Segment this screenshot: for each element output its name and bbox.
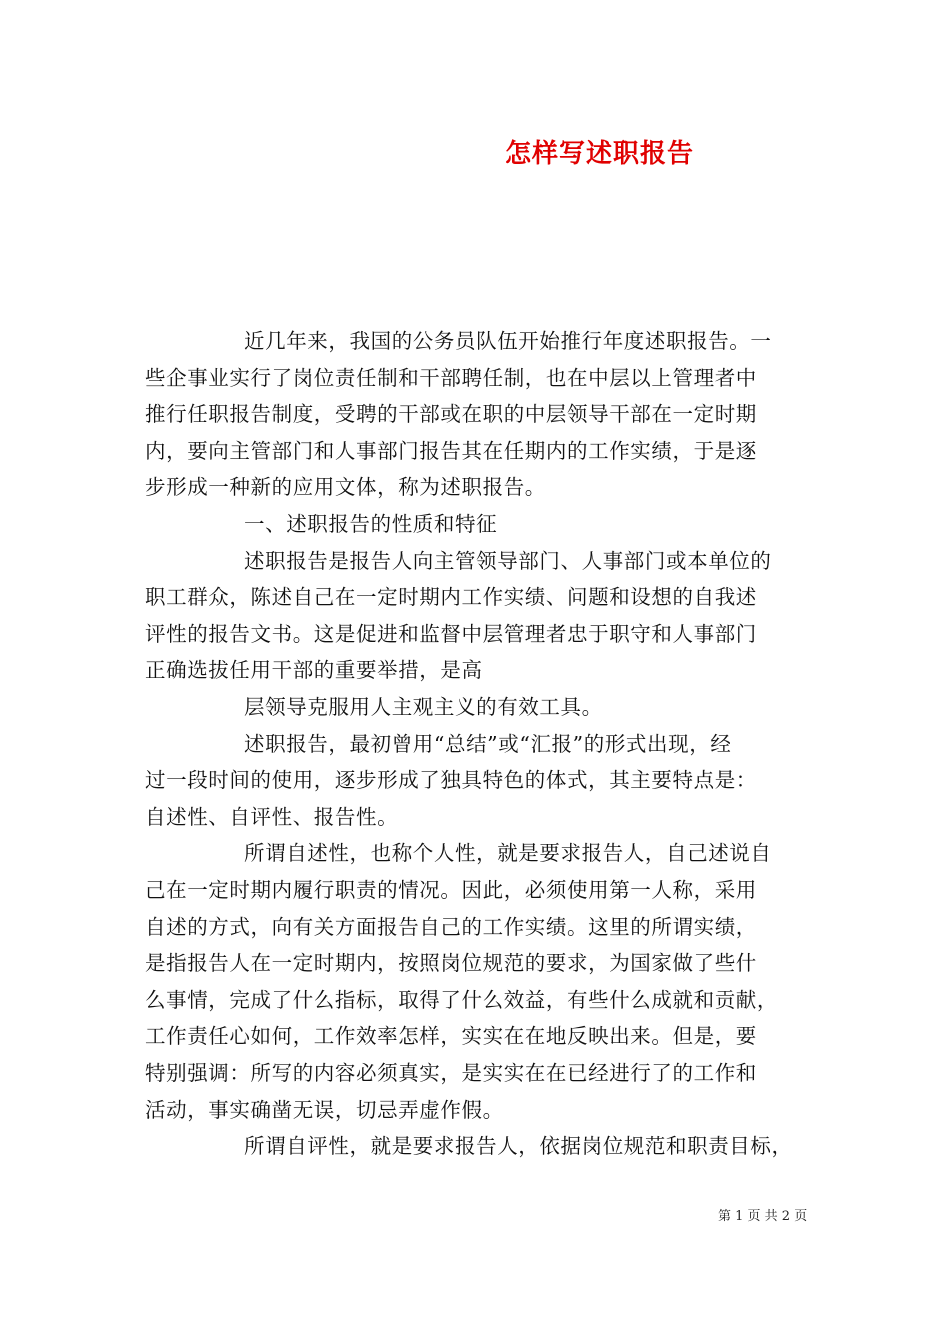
- paragraph-line: 述职报告，最初曾用“总结”或“汇报”的形式出现，经: [244, 732, 732, 756]
- paragraph-line: 自述的方式，向有关方面报告自己的工作实绩。这里的所谓实绩，: [145, 915, 757, 939]
- paragraph-line: 内，要向主管部门和人事部门报告其在任期内的工作实绩，于是逐: [145, 439, 757, 463]
- paragraph-line: 推行任职报告制度，受聘的干部或在职的中层领导干部在一定时期: [145, 402, 757, 426]
- paragraph-line: 工作责任心如何，工作效率怎样，实实在在地反映出来。但是，要: [145, 1024, 757, 1048]
- paragraph-line: 近几年来，我国的公务员队伍开始推行年度述职报告。一: [244, 329, 772, 353]
- paragraph-line: 所谓自评性，就是要求报告人，依据岗位规范和职责目标，: [244, 1134, 793, 1158]
- page-number-footer: 第 1 页 共 2 页: [718, 1209, 808, 1224]
- paragraph-line: 评性的报告文书。这是促进和监督中层管理者忠于职守和人事部门: [145, 622, 757, 646]
- paragraph-line: 特别强调：所写的内容必须真实，是实实在在已经进行了的工作和: [145, 1061, 757, 1085]
- section-heading: 一、述职报告的性质和特征: [244, 512, 498, 536]
- document-title: 怎样写述职报告: [505, 139, 695, 169]
- paragraph-line: 些企事业实行了岗位责任制和干部聘任制，也在中层以上管理者中: [145, 366, 757, 390]
- paragraph-line: 步形成一种新的应用文体，称为述职报告。: [145, 475, 546, 499]
- paragraph-line: 述职报告是报告人向主管领导部门、人事部门或本单位的: [244, 549, 772, 573]
- paragraph-line: 层领导克服用人主观主义的有效工具。: [244, 695, 603, 719]
- paragraph-line: 职工群众，陈述自己在一定时期内工作实绩、问题和设想的自我述: [145, 585, 757, 609]
- paragraph-line: 所谓自述性，也称个人性，就是要求报告人，自己述说自: [244, 841, 772, 865]
- paragraph-line: 己在一定时期内履行职责的情况。因此，必须使用第一人称，采用: [145, 878, 757, 902]
- paragraph-line: 过一段时间的使用，逐步形成了独具特色的体式，其主要特点是：: [145, 768, 757, 792]
- paragraph-line: 活动，事实确凿无误，切忌弄虚作假。: [145, 1098, 504, 1122]
- paragraph-line: 么事情，完成了什么指标，取得了什么效益，有些什么成就和贡献，: [145, 988, 778, 1012]
- paragraph-line: 正确选拔任用干部的重要举措，是高: [145, 658, 483, 682]
- paragraph-line: 自述性、自评性、报告性。: [145, 805, 399, 829]
- paragraph-line: 是指报告人在一定时期内，按照岗位规范的要求，为国家做了些什: [145, 951, 757, 975]
